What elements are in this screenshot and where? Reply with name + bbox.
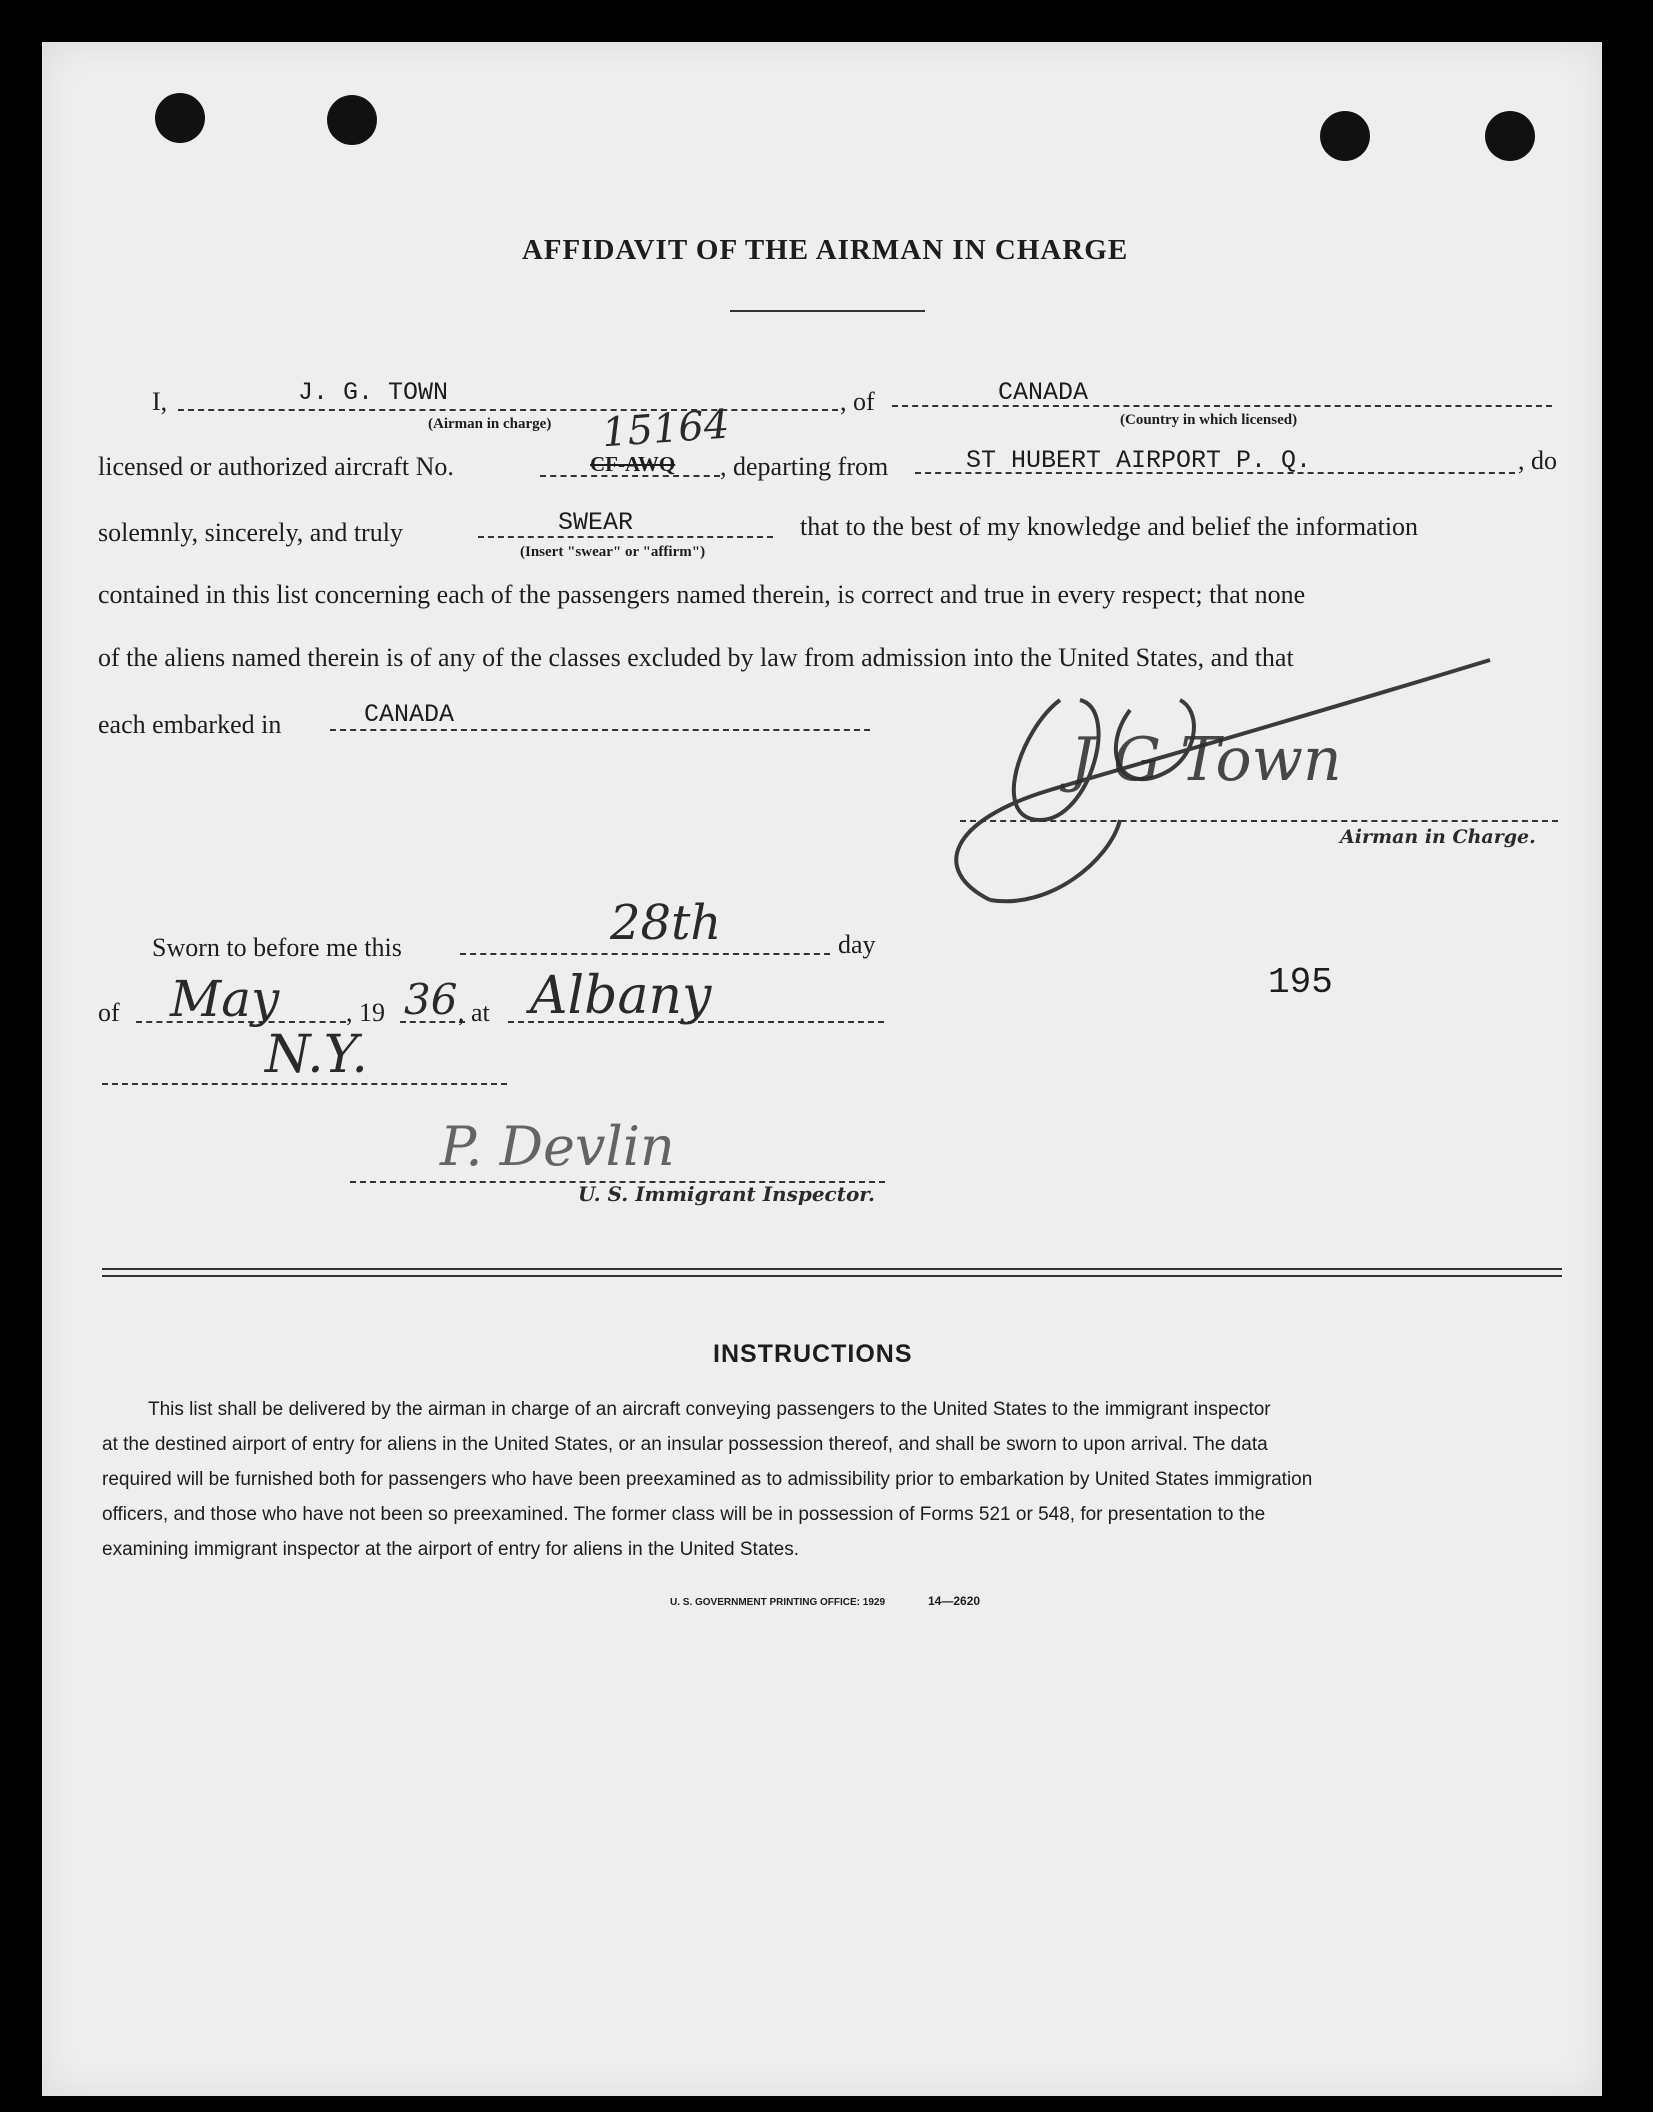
line2-prefix: licensed or authorized aircraft No. bbox=[98, 452, 454, 481]
airman-name-value: J. G. TOWN bbox=[298, 378, 449, 407]
sworn-prefix: Sworn to before me this bbox=[152, 933, 402, 962]
line2-departing: , departing from bbox=[720, 452, 889, 481]
airman-signature: J G Town bbox=[1070, 725, 1342, 795]
embarked-value: CANADA bbox=[364, 700, 455, 729]
line1-prefix: I, bbox=[152, 387, 168, 416]
airman-signature-caption: Airman in Charge. bbox=[1340, 826, 1536, 848]
separator-rule-2 bbox=[102, 1275, 1562, 1277]
oath-caption: (Insert "swear" or "affirm") bbox=[520, 544, 706, 560]
country-field-line bbox=[892, 405, 1552, 407]
embarked-field-line bbox=[330, 729, 870, 731]
title-underline bbox=[730, 310, 925, 312]
line4: contained in this list concerning each of the passengers named therein, is correct and true in every respect; that none bbox=[98, 580, 1306, 609]
year-handwritten: 36 bbox=[404, 975, 458, 1024]
line6-prefix: each embarked in bbox=[98, 710, 282, 739]
instructions-line-3: required will be furnished both for passengers who have been preexamined as to admissibility prior to embarkation by United States immigration bbox=[102, 1469, 1313, 1490]
day-word: day bbox=[838, 930, 876, 959]
country-value: CANADA bbox=[998, 378, 1089, 407]
instructions-line-1: This list shall be delivered by the airman in charge of an aircraft conveying passengers to the United States to the immigrant inspector bbox=[148, 1399, 1271, 1420]
at-word: , at bbox=[458, 998, 490, 1027]
day-handwritten: 28th bbox=[610, 895, 722, 951]
of-word: of bbox=[98, 998, 120, 1027]
oath-value: SWEAR bbox=[558, 508, 634, 537]
punch-hole-4 bbox=[1485, 111, 1535, 161]
document-title: AFFIDAVIT OF THE AIRMAN IN CHARGE bbox=[521, 234, 1129, 266]
instructions-line-2: at the destined airport of entry for aliens in the United States, or an insular possession thereof, and shall be sworn to upon arrival. The data bbox=[102, 1434, 1268, 1455]
aircraft-handwritten-value: 15164 bbox=[600, 401, 731, 457]
state-handwritten: N.Y. bbox=[265, 1025, 368, 1085]
instructions-line-4: officers, and those who have not been so preexamined. The former class will be in possession of Forms 521 or 548, for presentation to the bbox=[102, 1504, 1266, 1525]
instructions-title: INSTRUCTIONS bbox=[713, 1340, 913, 1368]
airman-name-caption: (Airman in charge) bbox=[428, 416, 552, 432]
line2-suffix: , do bbox=[1518, 446, 1557, 475]
inspector-caption: U. S. Immigrant Inspector. bbox=[578, 1182, 875, 1206]
country-caption: (Country in which licensed) bbox=[1120, 412, 1298, 428]
place-handwritten: Albany bbox=[530, 966, 712, 1026]
instructions-line-5: examining immigrant inspector at the airport of entry for aliens in the United States. bbox=[102, 1539, 800, 1560]
punch-hole-2 bbox=[327, 95, 377, 145]
airman-signature-line bbox=[960, 820, 1558, 822]
line3-prefix: solemnly, sincerely, and truly bbox=[98, 518, 403, 547]
aircraft-struck-value: CF-AWQ bbox=[590, 452, 676, 476]
month-handwritten: May bbox=[170, 970, 280, 1028]
printer-line: U. S. GOVERNMENT PRINTING OFFICE: 1929 bbox=[670, 1597, 886, 1608]
stamp-number: 195 bbox=[1268, 962, 1333, 1003]
airport-value: ST HUBERT AIRPORT P. Q. bbox=[966, 446, 1312, 475]
day-field-line bbox=[460, 953, 830, 955]
line5: of the aliens named therein is of any of the classes excluded by law from admission into the United States, and that bbox=[98, 643, 1294, 672]
airman-name-field-line bbox=[178, 409, 838, 411]
inspector-signature: P. Devlin bbox=[440, 1115, 675, 1178]
punch-hole-1 bbox=[155, 93, 205, 143]
year-prefix: , 19 bbox=[346, 998, 385, 1027]
separator-rule-1 bbox=[102, 1268, 1562, 1270]
line1-of: , of bbox=[840, 387, 875, 416]
punch-hole-3 bbox=[1320, 111, 1370, 161]
line3-suffix: that to the best of my knowledge and belief the information bbox=[800, 512, 1419, 541]
form-number: 14—2620 bbox=[928, 1594, 981, 1608]
